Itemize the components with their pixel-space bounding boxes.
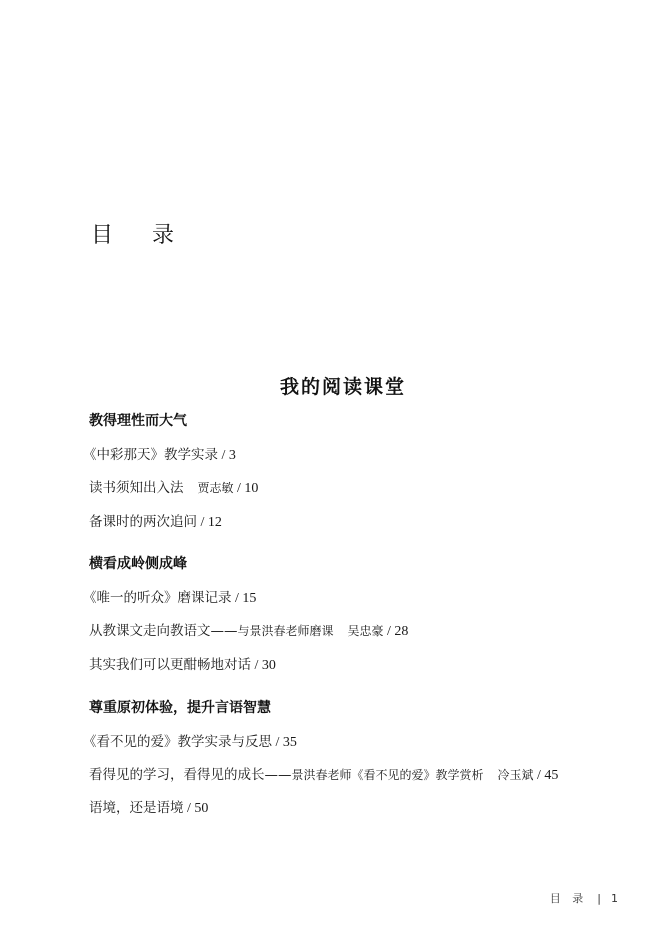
entry-page: / 12 bbox=[197, 515, 222, 530]
section-title: 尊重原初体验，提升言语智慧 bbox=[89, 700, 271, 716]
page-title: 目 录 bbox=[91, 223, 190, 248]
section-title: 教得理性而大气 bbox=[89, 413, 187, 429]
entry-page: / 45 bbox=[533, 768, 559, 783]
part-title: 我的阅读课堂 bbox=[279, 376, 406, 398]
toc-entry[interactable] bbox=[89, 653, 276, 674]
footer-separator: | bbox=[597, 892, 601, 905]
entry-author: 冷玉斌 bbox=[497, 768, 534, 782]
section-title: 横看成岭侧成峰 bbox=[89, 556, 187, 572]
toc-entry[interactable] bbox=[89, 763, 558, 784]
entry-title: 其实我们可以更酣畅地对话 bbox=[89, 657, 251, 673]
entry-title: 《看不见的爱》教学实录与反思 bbox=[83, 734, 272, 750]
entry-page: / 35 bbox=[272, 735, 297, 750]
toc-entry[interactable] bbox=[83, 586, 256, 607]
toc-entry[interactable] bbox=[89, 476, 258, 497]
entry-title: 读书须知出入法 bbox=[89, 480, 184, 496]
entry-title: 看得见的学习，看得见的成长—— bbox=[89, 767, 292, 783]
toc-entry[interactable] bbox=[83, 443, 236, 464]
toc-entry[interactable] bbox=[89, 619, 408, 640]
entry-subtitle: 与景洪春老师磨课 bbox=[237, 624, 334, 638]
entry-page: / 3 bbox=[218, 448, 236, 463]
footer-page-number: 1 bbox=[611, 892, 622, 905]
entry-title: 从教课文走向教语文—— bbox=[89, 623, 238, 639]
entry-page: / 28 bbox=[383, 624, 409, 639]
toc-entry[interactable] bbox=[89, 510, 222, 531]
toc-entry[interactable] bbox=[89, 796, 208, 817]
entry-page: / 15 bbox=[231, 591, 257, 606]
entry-title: 《唯一的听众》磨课记录 bbox=[83, 590, 232, 606]
entry-author: 吴忠豪 bbox=[347, 624, 384, 638]
entry-page: / 30 bbox=[251, 658, 276, 673]
entry-page: / 50 bbox=[183, 801, 209, 816]
toc-entry[interactable] bbox=[83, 730, 297, 751]
entry-title: 备课时的两次追问 bbox=[89, 514, 197, 530]
entry-page: / 10 bbox=[233, 481, 259, 496]
page-footer bbox=[550, 890, 622, 906]
entry-author: 贾志敏 bbox=[197, 481, 234, 495]
entry-title: 《中彩那天》教学实录 bbox=[83, 447, 218, 463]
entry-subtitle: 景洪春老师《看不见的爱》教学赏析 bbox=[291, 768, 484, 782]
footer-label: 目 录 bbox=[549, 892, 588, 905]
entry-title: 语境，还是语境 bbox=[89, 800, 184, 816]
